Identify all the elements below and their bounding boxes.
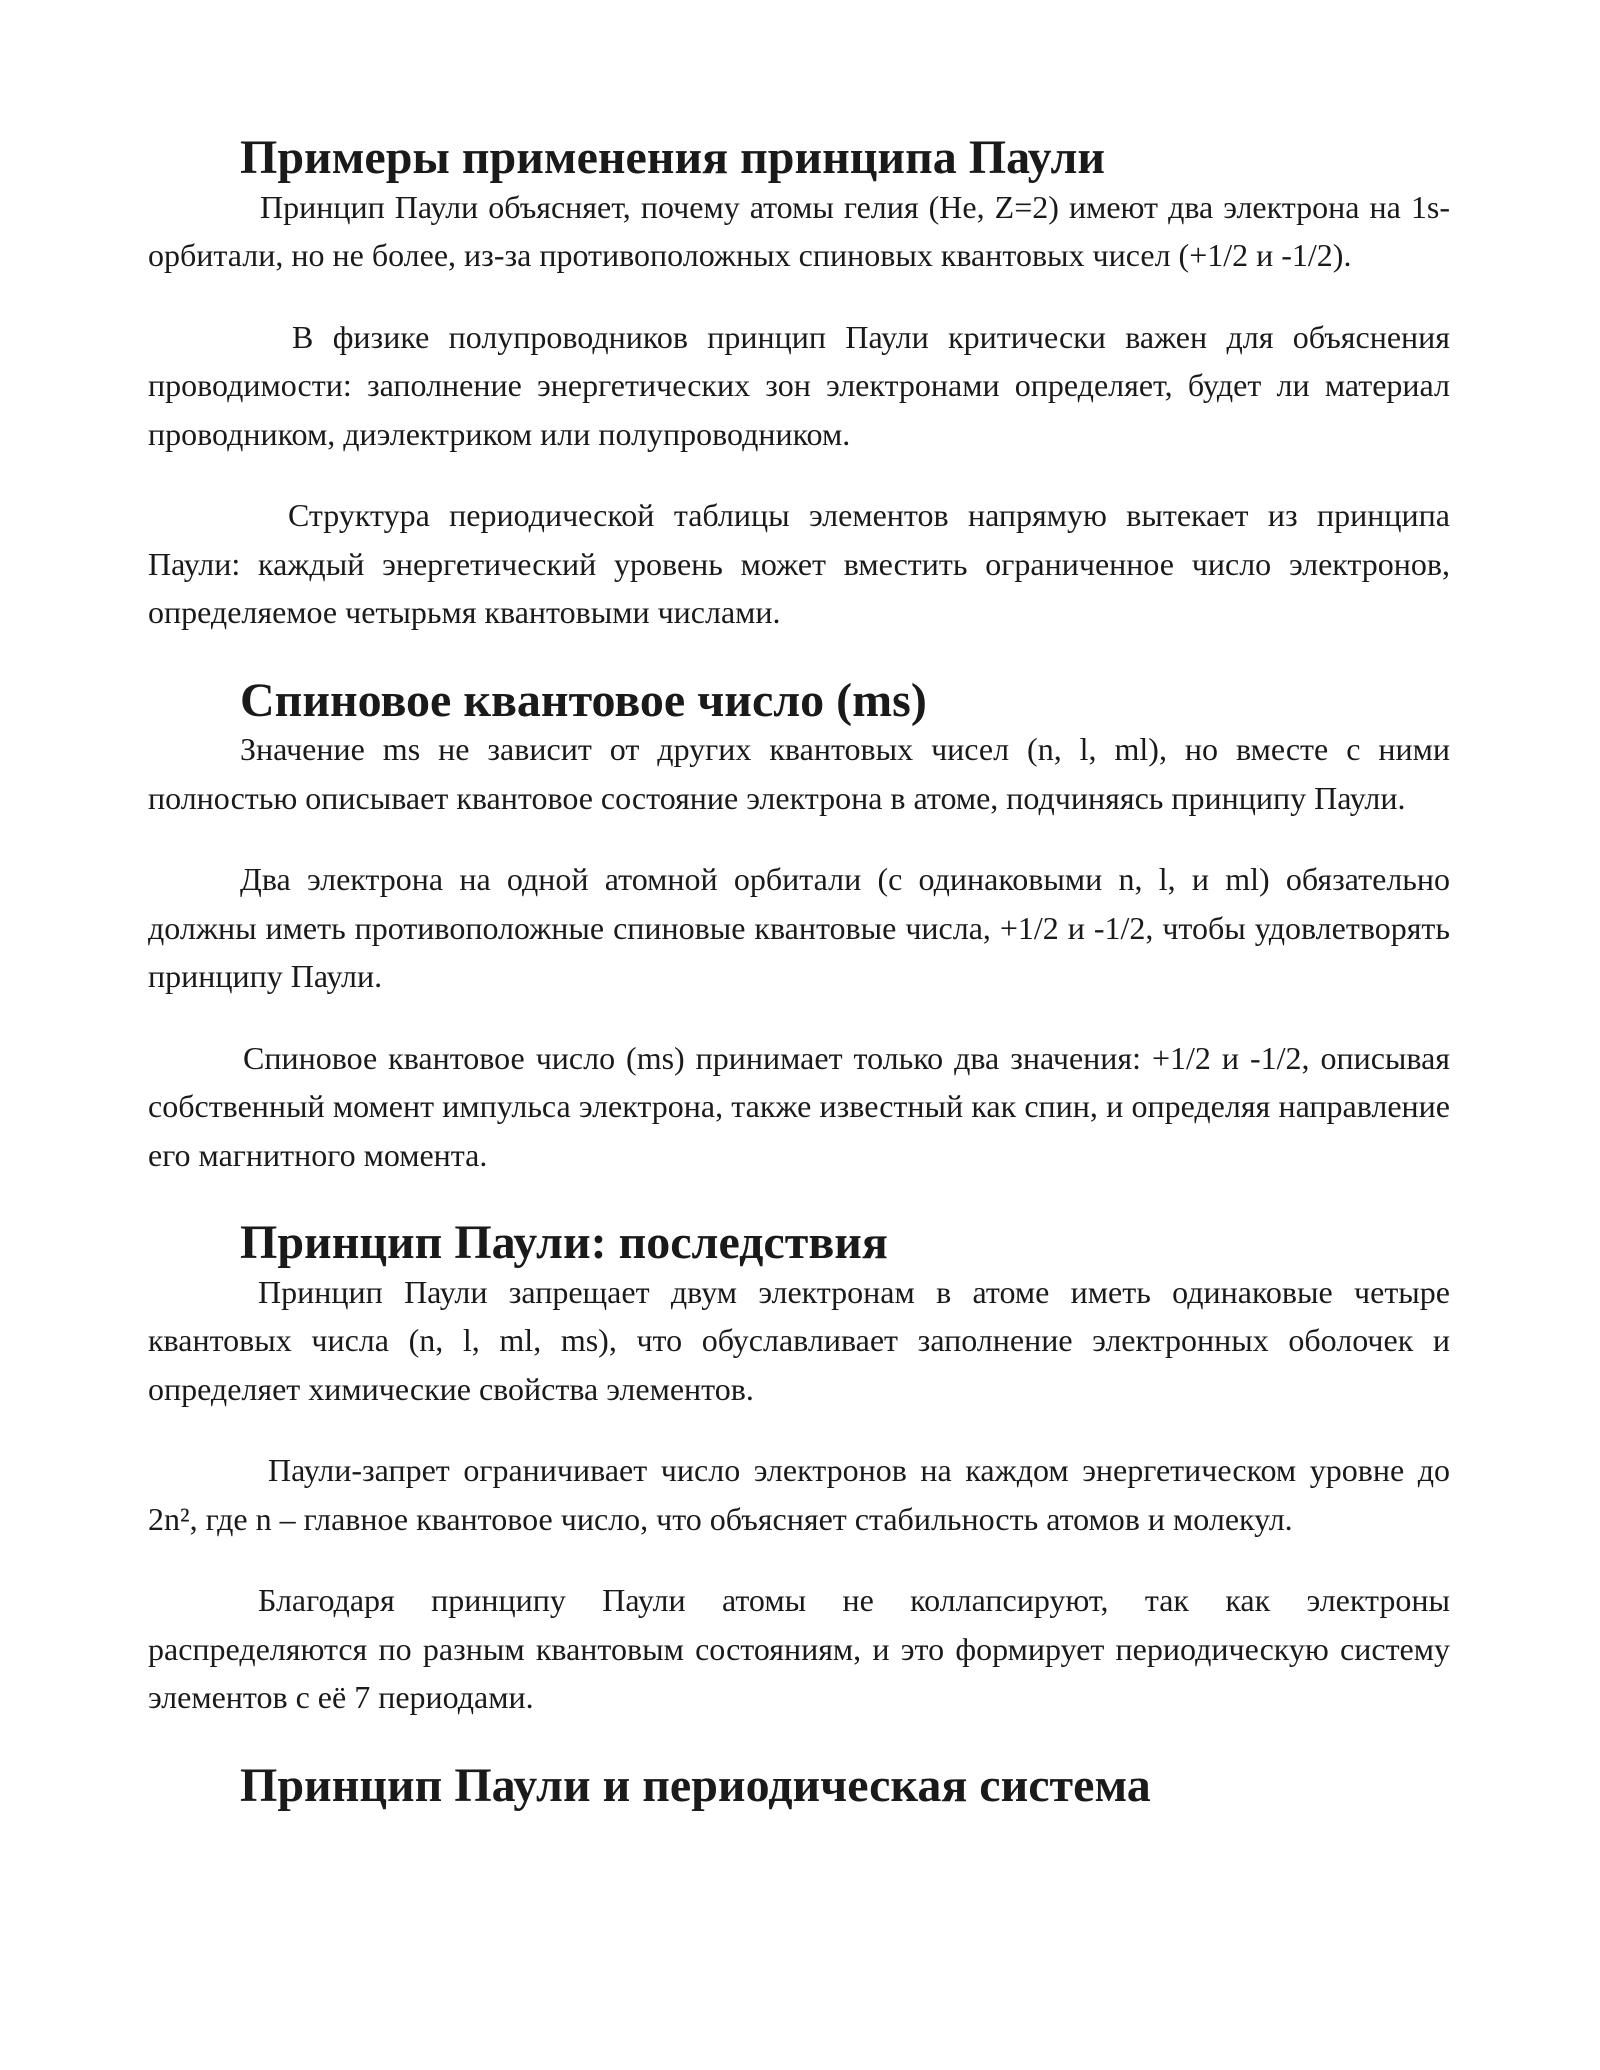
section-heading-periodic-system: Принцип Паули и периодическая система <box>240 1758 1151 1812</box>
section-heading-pauli-examples: Примеры применения принципа Паули <box>240 131 1106 184</box>
paragraph-exclusion: Принцип Паули запрещает двум электронам в атоме иметь одинаковые четыре квантовых числа (n, l, ml, ms), что обуславливает заполнение электронных оболочек и определяет химические свойства элементов. <box>148 1273 1450 1407</box>
paragraph-periodic-table-structure: Структура периодической таблицы элементов напрямую вытекает из принципа Паули: каждый энергетический уровень может вместить ограниченное число электронов, определяемое четырьмя квантовыми числами. <box>148 497 1450 630</box>
paragraph-atom-stability: Благодаря принципу Паули атомы не коллапсируют, так как электроны распределяются по разным квантовым состояниям, и это формирует периодическую систему элементов с её 7 периодами. <box>148 1582 1450 1715</box>
paragraph-semiconductors: В физике полупроводников принцип Паули критически важен для объяснения проводимости: заполнение энергетических зон электронами определяет, будет ли материал проводником, диэлектриком или полупроводником. <box>148 318 1450 452</box>
section-heading-spin-number: Спиновое квантовое число (ms) <box>240 673 927 727</box>
paragraph-spin-values: Спиновое квантовое число (ms) принимает только два значения: +1/2 и -1/2, описывая собственный момент импульса электрона, также известный как спин, и определяя направление его магнитного момента. <box>148 1039 1450 1173</box>
document-page <box>148 131 1450 1812</box>
paragraph-energy-levels: Паули-запрет ограничивает число электронов на каждом энергетическом уровне до 2n², где n – главное квантовое число, что объясняет стабильность атомов и молекул. <box>148 1452 1450 1537</box>
section-heading-consequences: Принцип Паули: последствия <box>240 1216 888 1269</box>
paragraph-helium: Принцип Паули объясняет, почему атомы гелия (He, Z=2) имеют два электрона на 1s-орбитали, но не более, из-за противоположных спиновых квантовых чисел (+1/2 и -1/2). <box>148 188 1450 273</box>
paragraph-ms-value: Значение ms не зависит от других квантовых чисел (n, l, ml), но вместе с ними полностью описывает квантовое состояние электрона в атоме, подчиняясь принципу Паули. <box>148 731 1450 816</box>
paragraph-two-electrons: Два электрона на одной атомной орбитали (с одинаковыми n, l, и ml) обязательно должны иметь противоположные спиновые квантовые числа, +1/2 и -1/2, чтобы удовлетворять принципу Паули. <box>148 861 1450 994</box>
